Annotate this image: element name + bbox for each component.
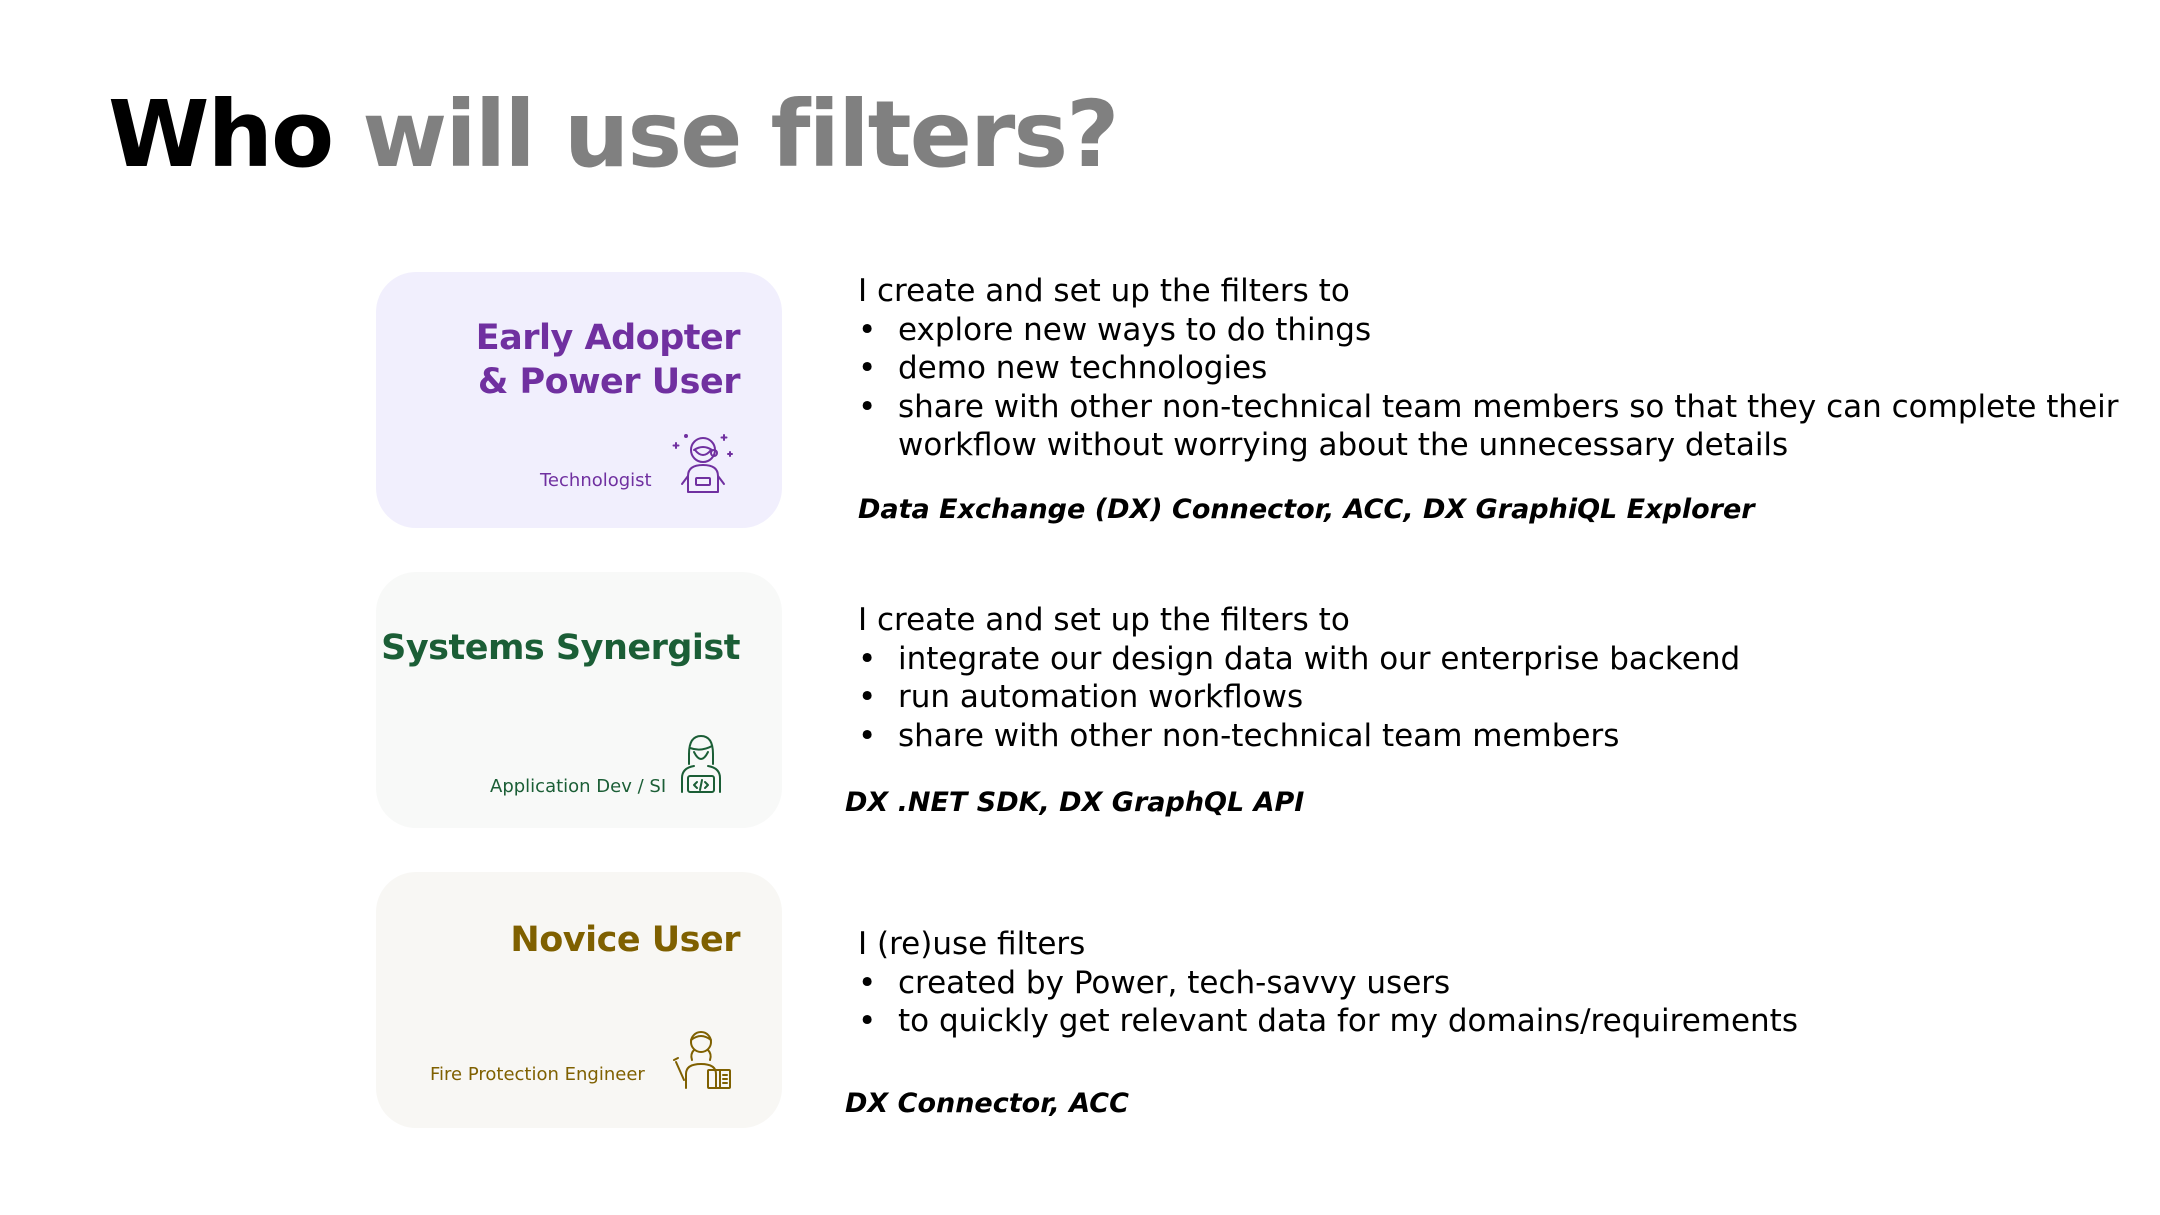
description-intro: I create and set up the filters to bbox=[858, 602, 1350, 638]
persona-card-novice-user bbox=[376, 872, 782, 1128]
page-title bbox=[108, 80, 1118, 190]
developer-laptop-icon bbox=[664, 724, 738, 798]
astronaut-icon bbox=[666, 428, 740, 502]
persona-name bbox=[510, 918, 740, 962]
persona-name bbox=[381, 626, 740, 670]
title-part-who: Who bbox=[108, 81, 333, 188]
description-bullets bbox=[858, 964, 1798, 1041]
persona-role: Technologist bbox=[540, 470, 652, 491]
persona-name-line1: Novice User bbox=[510, 920, 740, 960]
bullet-item: • created by Power, tech-savvy users bbox=[858, 964, 1798, 1003]
persona-name bbox=[476, 316, 740, 404]
bullet-item: • to quickly get relevant data for my domains/requirements bbox=[858, 1002, 1798, 1041]
bullet-item: • share with other non-technical team members bbox=[858, 717, 1740, 756]
persona-name-line2: & Power User bbox=[477, 362, 740, 402]
persona-name-line1: Early Adopter bbox=[475, 318, 740, 358]
description-bullets bbox=[858, 640, 1740, 756]
engineer-document-icon bbox=[666, 1020, 740, 1094]
persona-name-line1: Systems Synergist bbox=[381, 628, 740, 668]
description-bullets bbox=[858, 311, 2128, 465]
persona-description bbox=[858, 272, 2128, 465]
persona-card-power-user bbox=[376, 272, 782, 528]
bullet-item: • integrate our design data with our enterprise backend bbox=[858, 640, 1740, 679]
bullet-item: • run automation workflows bbox=[858, 678, 1740, 717]
persona-role: Fire Protection Engineer bbox=[430, 1064, 645, 1085]
persona-role: Application Dev / SI bbox=[490, 776, 667, 797]
description-intro: I create and set up the filters to bbox=[858, 273, 1350, 309]
persona-tools: DX .NET SDK, DX GraphQL API bbox=[845, 787, 1305, 818]
persona-description bbox=[858, 925, 1798, 1041]
persona-tools: DX Connector, ACC bbox=[845, 1088, 1129, 1119]
description-intro: I (re)use filters bbox=[858, 926, 1086, 962]
persona-description bbox=[858, 601, 1740, 755]
bullet-item: • demo new technologies bbox=[858, 349, 2128, 388]
bullet-item: • share with other non-technical team members so that they can complete their workflow without worrying about the unnecessary details bbox=[858, 388, 2128, 465]
persona-card-systems-synergist bbox=[376, 572, 782, 828]
title-part-question: will use filters? bbox=[362, 81, 1118, 188]
persona-tools: Data Exchange (DX) Connector, ACC, DX GraphiQL Explorer bbox=[858, 494, 1755, 525]
bullet-item: • explore new ways to do things bbox=[858, 311, 2128, 350]
